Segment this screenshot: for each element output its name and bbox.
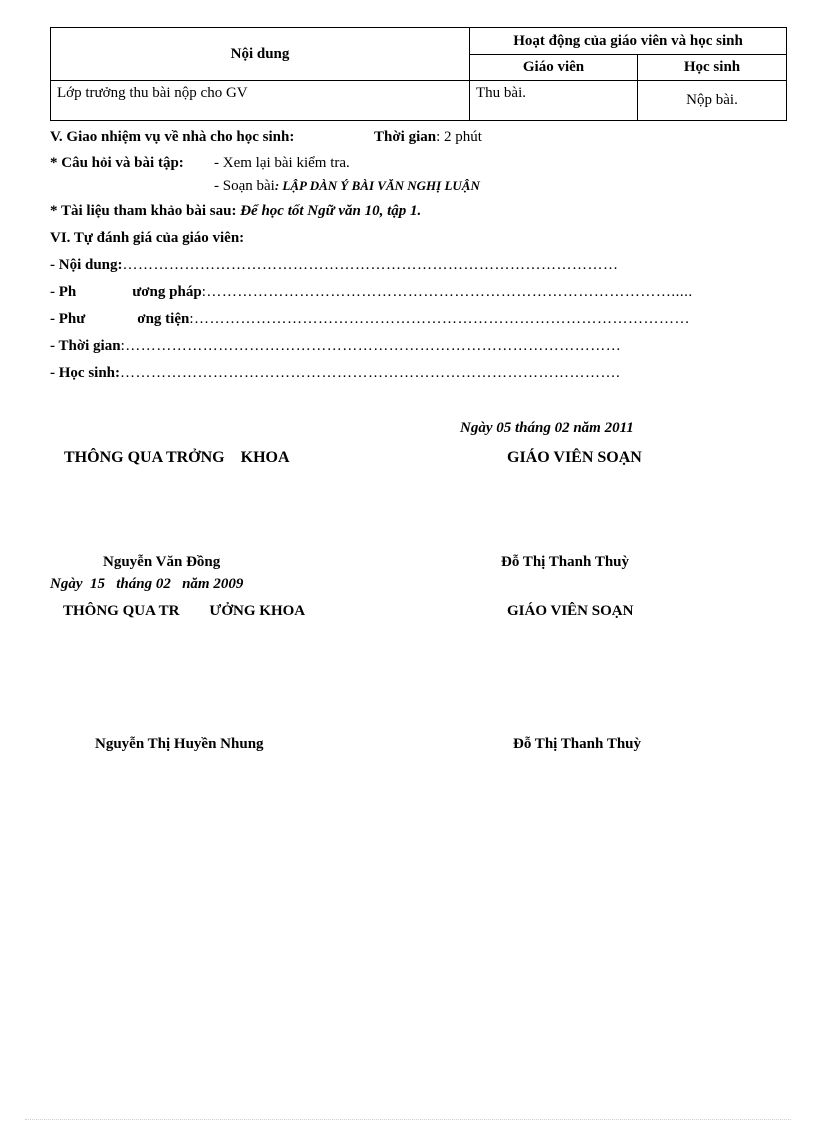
sign1-date: Ngày 05 tháng 02 năm 2011 xyxy=(460,420,634,436)
activity-table xyxy=(50,27,787,121)
reference-label: * Tài liệu tham khảo bài sau: xyxy=(50,203,237,219)
eval-students-label: - Học sinh: xyxy=(50,365,121,381)
section6-title: VI. Tự đánh giá của giáo viên: xyxy=(50,230,245,246)
sign2-approval-title-b: ƯỞNG KHOA xyxy=(209,603,306,619)
sign2-approval-title xyxy=(63,603,305,620)
sign1-approver-name: Nguyễn Văn Đồng xyxy=(103,554,221,570)
header-activity: Hoạt động của giáo viên và học sinh xyxy=(470,28,787,55)
time-allotment xyxy=(374,129,482,146)
task-review-test: - Xem lại bài kiểm tra. xyxy=(214,155,350,171)
sign2-date: Ngày 15 tháng 02 năm 2009 xyxy=(50,576,244,592)
time-value: : 2 phút xyxy=(436,129,482,145)
eval-students-line xyxy=(50,365,620,382)
task-prepare-title: : LẬP DÀN Ý BÀI VĂN NGHỊ LUẬN xyxy=(274,178,480,193)
eval-content-dots: …………………………………………………………………………………… xyxy=(122,257,619,273)
section5-title: V. Giao nhiệm vụ về nhà cho học sinh: xyxy=(50,129,295,145)
eval-content-line xyxy=(50,257,619,274)
sign2-approver-name: Nguyễn Thị Huyền Nhung xyxy=(95,736,264,752)
eval-method-label-b: ương pháp xyxy=(132,284,202,300)
sign1-teacher-title: GIÁO VIÊN SOẠN xyxy=(507,449,642,466)
sign1-teacher-name: Đỗ Thị Thanh Thuỳ xyxy=(501,554,630,570)
eval-method-line xyxy=(50,284,693,301)
eval-means-label-a: - Phư xyxy=(50,311,86,327)
questions-label: * Câu hỏi và bài tập: xyxy=(50,155,184,171)
reference-book: Để học tốt Ngữ văn 10, tập 1. xyxy=(240,203,422,219)
eval-method-label-a: - Ph xyxy=(50,284,77,300)
row-student-cell: Nộp bài. xyxy=(638,81,787,121)
eval-means-dots: :…………………………………………………………………………………… xyxy=(189,311,690,327)
task-prepare-prefix: - Soạn bài xyxy=(214,178,275,194)
task-prepare-lesson xyxy=(214,178,480,195)
eval-means-line xyxy=(50,311,690,328)
eval-content-label: - Nội dung: xyxy=(50,257,123,273)
row-teacher-cell: Thu bài. xyxy=(470,81,638,121)
sign2-approval-title-a: THÔNG QUA TR xyxy=(63,603,180,619)
sign2-teacher-title: GIÁO VIÊN SOẠN xyxy=(507,603,634,619)
eval-students-dots: ……………………………………………………………………………………. xyxy=(120,365,621,381)
sign2-teacher-name: Đỗ Thị Thanh Thuỳ xyxy=(513,736,642,752)
eval-means-label-b: ơng tiện xyxy=(137,311,190,327)
sign1-approval-title: THÔNG QUA TRỞNG KHOA xyxy=(64,449,290,466)
eval-time-line xyxy=(50,338,621,355)
row-content-cell: Lớp trưởng thu bài nộp cho GV xyxy=(51,81,470,121)
eval-method-dots: :………………………………………………………………………………..... xyxy=(201,284,693,300)
eval-time-dots: :…………………………………………………………………………………… xyxy=(120,338,622,354)
time-label: Thời gian xyxy=(374,129,437,145)
header-content: Nội dung xyxy=(51,28,470,81)
header-student: Học sinh xyxy=(638,55,787,81)
page-bottom-divider xyxy=(25,1119,791,1120)
reference-line xyxy=(50,203,421,220)
header-teacher: Giáo viên xyxy=(470,55,638,81)
eval-time-label: - Thời gian xyxy=(50,338,121,354)
